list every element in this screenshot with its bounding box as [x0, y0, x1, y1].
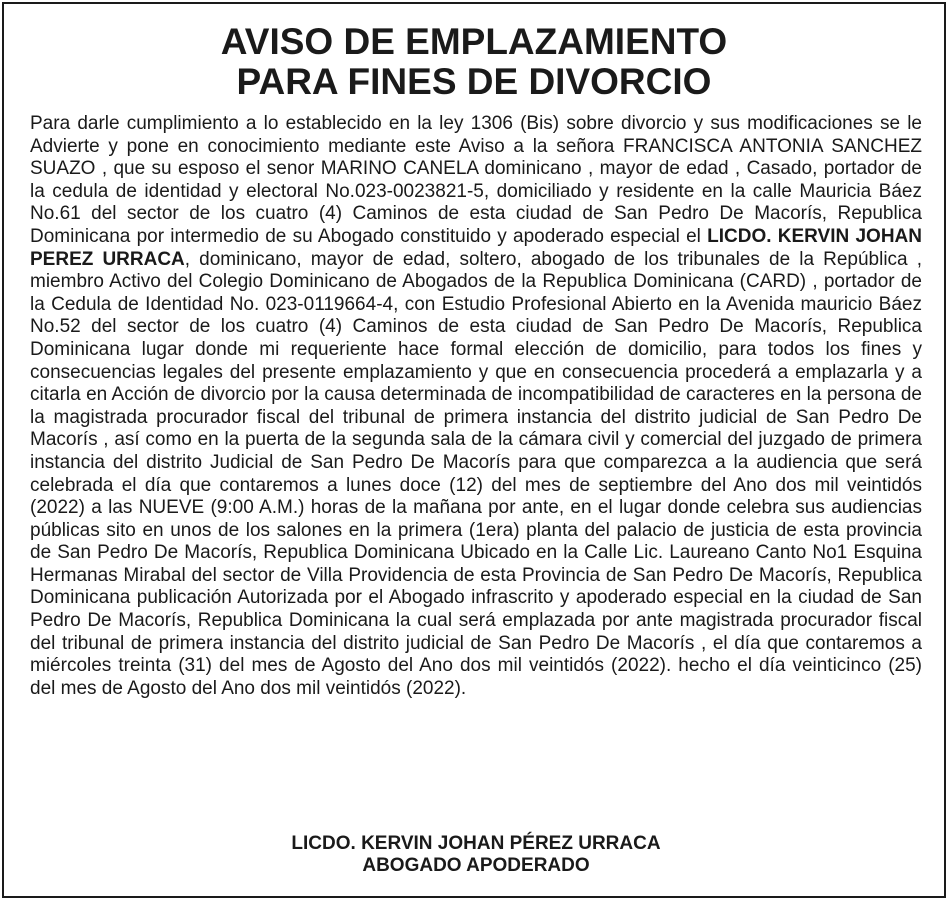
title-line-2: PARA FINES DE DIVORCIO	[236, 61, 712, 102]
title-line-1: AVISO DE EMPLAZAMIENTO	[220, 21, 728, 62]
body-text-part-2: , dominicano, mayor de edad, soltero, abogado de los tribunales de la República , miembro Activo del Colegio Dominicano de Abogados de la Republica Dominicana (CARD) , portador de la Cedula de Identidad No. 023-0119664-4, con Estudio Profesional Abierto en la Avenida mauricio Báez No.52 del sector de los cuatro (4) Caminos de esta ciudad de San Pedro De Macorís, Republica Dominicana lugar donde mi requeriente hace formal elección de domicilio, para todos los fines y consecuencias legales del presente emplazamiento y que en consecuencia procederá a emplazarla y a citarla en Acción de divorcio por la causa determinada de incompatibilidad de caracteres en la persona de la magistrada procurador fiscal del tribunal de primera instancia del distrito judicial de San Pedro De Macorís , así como en la puerta de la segunda sala de la cámara civil y comercial del juzgado de primera instancia del distrito Judicial de San Pedro De Macorís para que comparezca a la audiencia que será celebrada el día que contaremos a lunes doce (12) del mes de septiembre del Ano dos mil veintidós (2022) a las NUEVE (9:00 A.M.) horas de la mañana por ante, en el lugar donde celebra sus audiencias públicas sito en unos de los salones en la primera (1era) planta del palacio de justicia de esta provincia de San Pedro De Macorís, Republica Dominicana Ubicado en la Calle Lic. Laureano Canto No1 Esquina Hermanas Mirabal del sector de Villa Providencia de esta Provincia de San Pedro De Macorís, Republica Dominicana publicación Autorizada por el Abogado infrascrito y apoderado especial en la ciudad de San Pedro De Macorís, Republica Dominicana la cual será emplazada por ante magistrada procurador fiscal del tribunal de primera instancia del distrito judicial de San Pedro De Macorís , el día que contaremos a miércoles treinta (31) del mes de Agosto del Ano dos mil veintidós (2022). hecho el día veinticinco (25) del mes de Agosto del Ano dos mil veintidós (2022).	[30, 248, 923, 699]
signature-name: LICDO. KERVIN JOHAN PÉREZ URRACA	[291, 833, 661, 854]
signature-block	[0, 833, 952, 877]
lawyer-name-bold: LICDO. KERVIN JOHAN PEREZ URRACA	[30, 225, 922, 270]
notice-body	[30, 113, 922, 700]
notice-title	[4, 22, 944, 102]
signature-role: ABOGADO APODERADO	[362, 855, 590, 876]
body-text-part-1: Para darle cumplimiento a lo establecido en la ley 1306 (Bis) sobre divorcio y sus modificaciones se le Advierte y pone en conocimiento mediante este Aviso a la señora FRANCISCA ANTONIA SANCHEZ SUAZO , que su esposo el senor MARINO CANELA dominicano , mayor de edad , Casado, portador de la cedula de identidad y electoral No.023-0023821-5, domiciliado y residente en la calle Mauricia Báez No.61 del sector de los cuatro (4) Caminos de esta ciudad de San Pedro De Macorís, Republica Dominicana por intermedio de su Abogado constituido y apoderado especial el	[30, 113, 922, 247]
